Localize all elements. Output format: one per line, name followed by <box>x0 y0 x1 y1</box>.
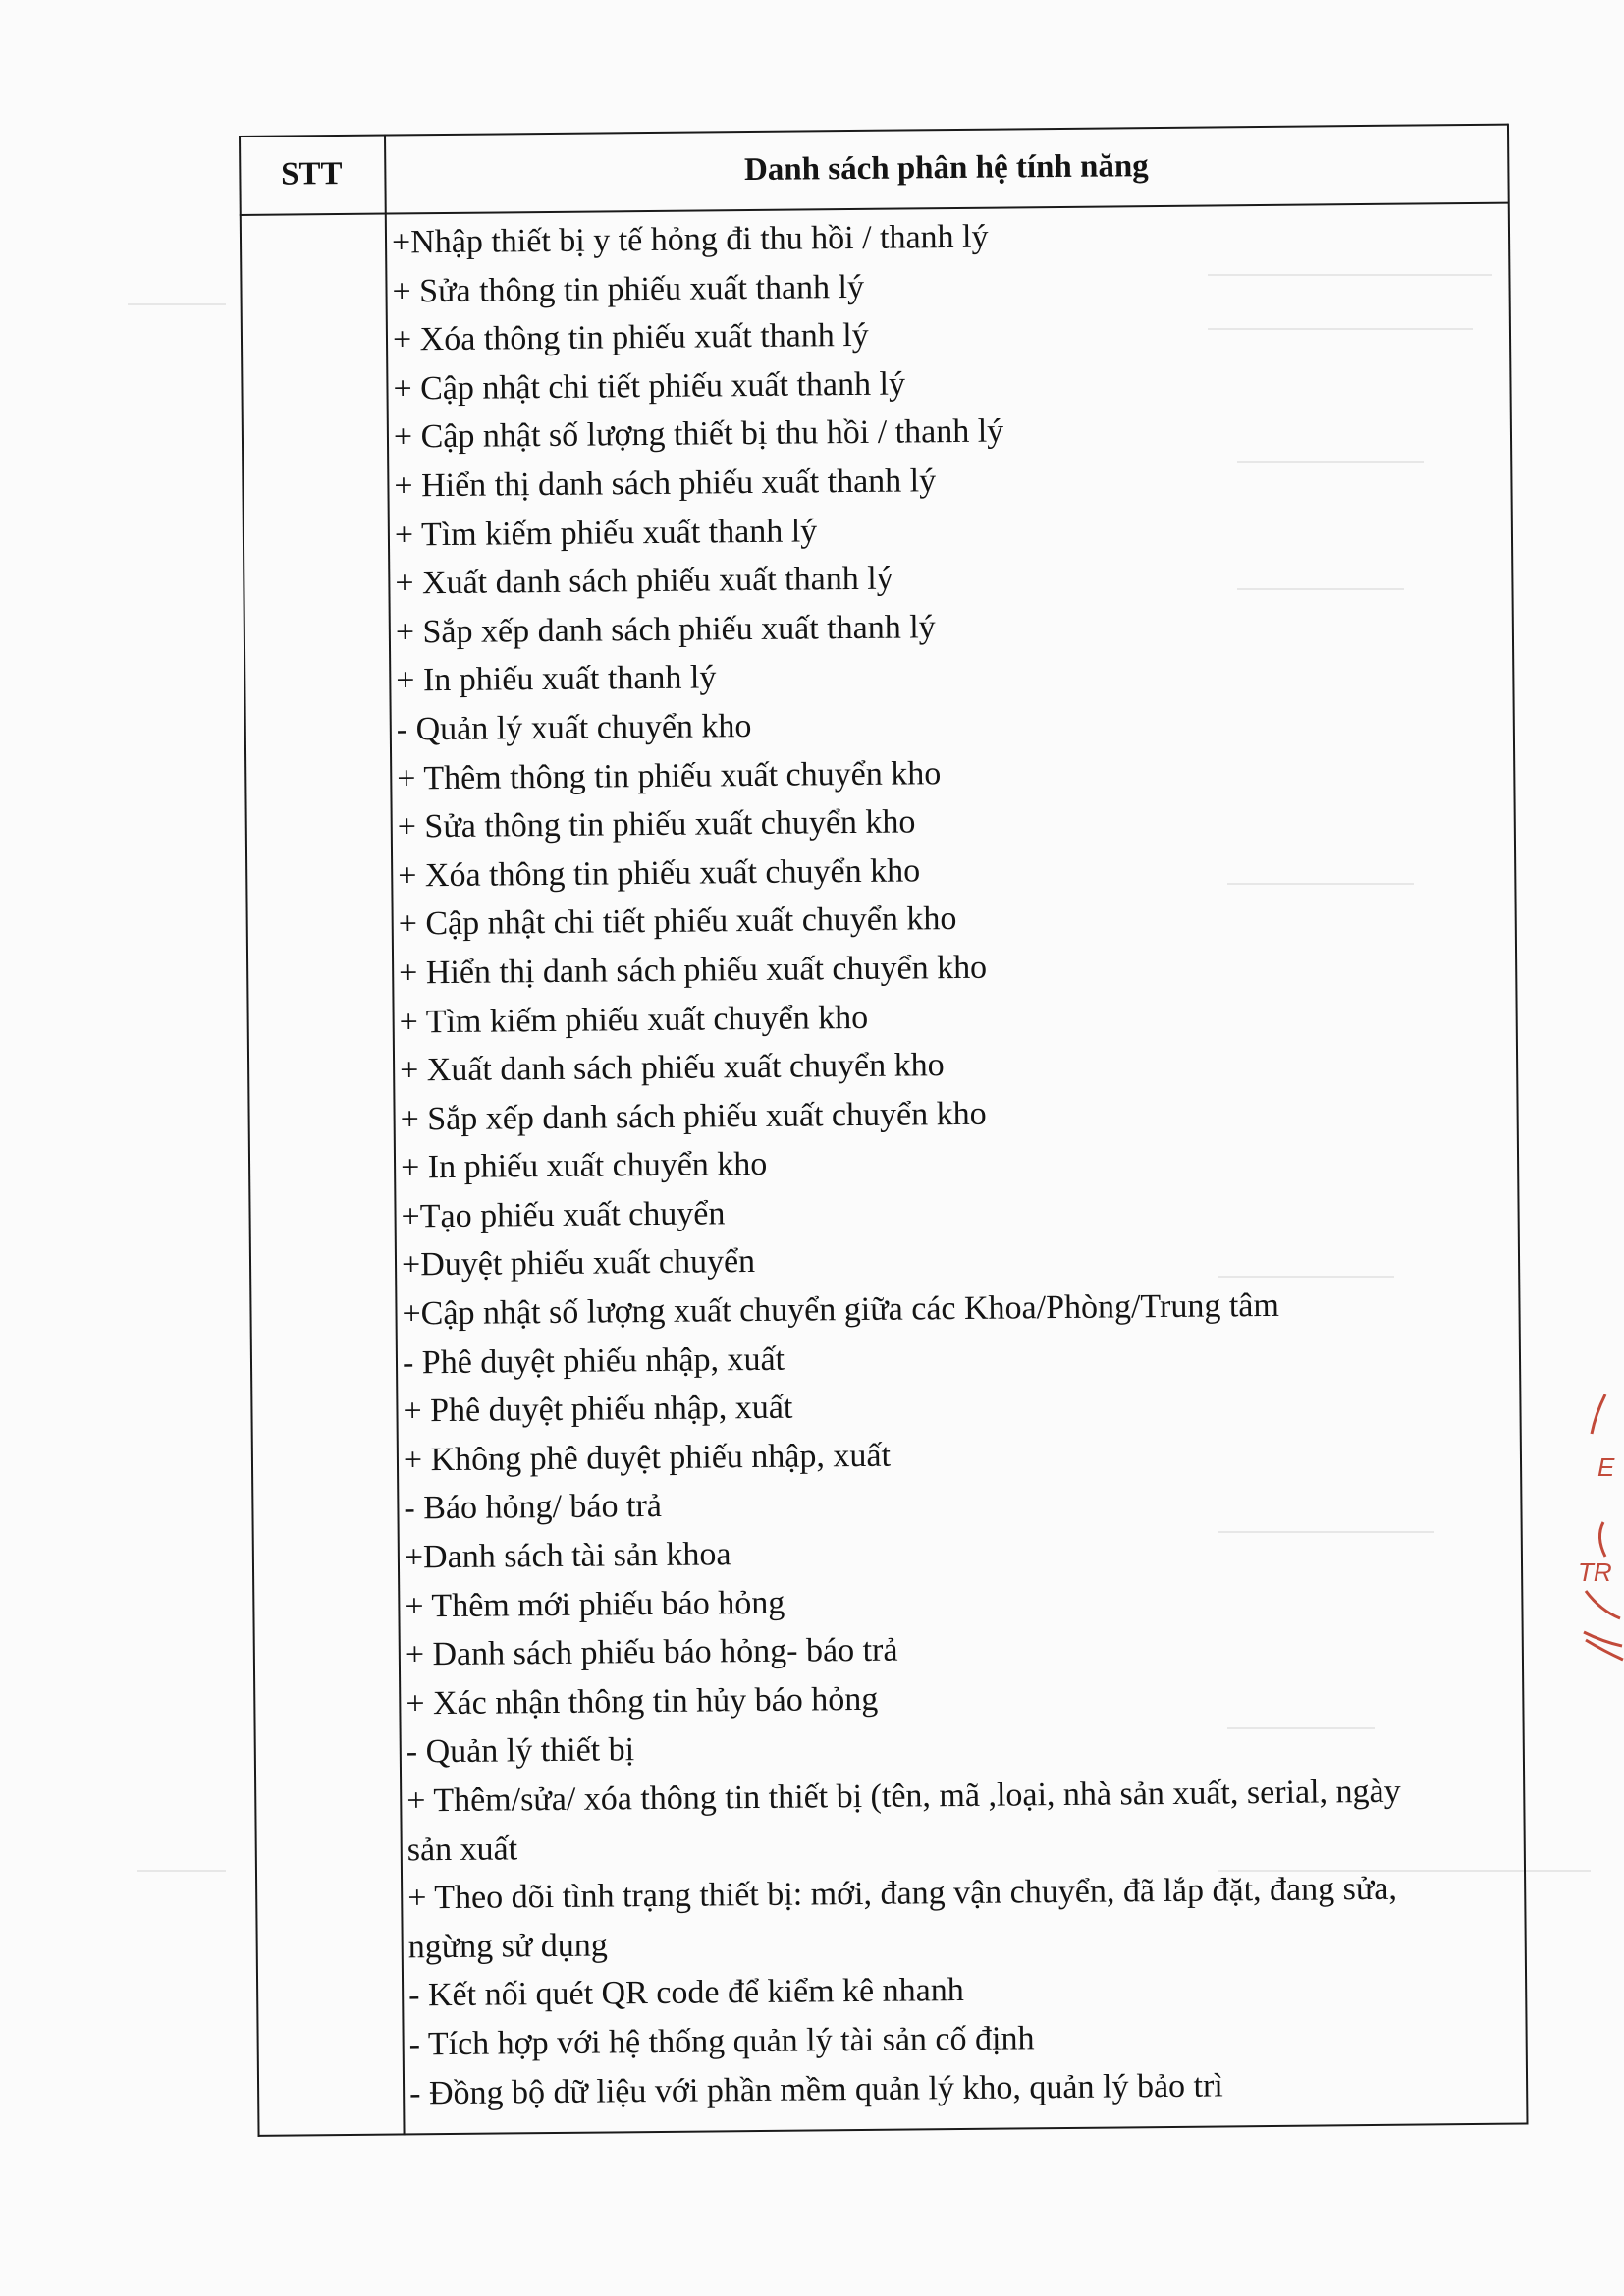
section-heading: - Tích hợp với hệ thống quản lý tài sản cố định <box>408 2020 1035 2063</box>
list-item: + Xóa thông tin phiếu xuất thanh lý <box>392 317 869 358</box>
list-item: + Tìm kiếm phiếu xuất chuyển kho <box>399 999 869 1040</box>
section-heading: - Kết nối quét QR code để kiểm kê nhanh <box>408 1972 964 2014</box>
list-item: + Cập nhật số lượng thiết bị thu hồi / thanh lý <box>393 412 1004 456</box>
list-item: + Theo dõi tình trạng thiết bị: mới, đang vận chuyển, đã lắp đặt, đang sửa, <box>407 1870 1398 1917</box>
list-item-continuation: ngừng sử dụng <box>407 1927 608 1966</box>
section-heading: - Quản lý xuất chuyển kho <box>396 707 752 748</box>
list-item: + Không phê duyệt phiếu nhập, xuất <box>403 1437 892 1479</box>
list-item: + In phiếu xuất thanh lý <box>396 659 717 699</box>
list-item: + Sắp xếp danh sách phiếu xuất thanh lý <box>395 608 936 651</box>
section-heading: - Phê duyệt phiếu nhập, xuất <box>402 1340 785 1382</box>
list-item: + Sửa thông tin phiếu xuất chuyển kho <box>397 803 916 846</box>
list-item: + Hiển thị danh sách phiếu xuất thanh lý <box>394 463 937 505</box>
section-heading: - Đồng bộ dữ liệu với phần mềm quản lý kho, quản lý bảo trì <box>408 2067 1223 2111</box>
list-item: + Phê duyệt phiếu nhập, xuất <box>403 1389 793 1430</box>
list-item: + Xóa thông tin phiếu xuất chuyển kho <box>398 852 921 895</box>
list-item: + Sắp xếp danh sách phiếu xuất chuyển kho <box>400 1095 987 1138</box>
list-item: + In phiếu xuất chuyển kho <box>400 1146 768 1186</box>
list-item: + Thêm/sửa/ xóa thông tin thiết bị (tên, mã ,loại, nhà sản xuất, serial, ngày <box>406 1773 1401 1820</box>
list-item: +Tạo phiếu xuất chuyển <box>401 1195 726 1235</box>
stamp-letter-e: E <box>1597 1452 1615 1482</box>
list-item: + Hiển thị danh sách phiếu xuất chuyển kho <box>399 949 988 992</box>
list-item: +Duyệt phiếu xuất chuyển <box>401 1243 756 1284</box>
features-table <box>239 124 1527 2135</box>
list-item: + Xác nhận thông tin hủy báo hỏng <box>406 1680 879 1722</box>
list-item: + Cập nhật chi tiết phiếu xuất chuyển kho <box>398 901 957 943</box>
list-item: + Thêm thông tin phiếu xuất chuyển kho <box>397 754 942 797</box>
table-left-border <box>239 136 260 2137</box>
list-item: + Cập nhật chi tiết phiếu xuất thanh lý <box>393 365 906 408</box>
list-item: + Thêm mới phiếu báo hỏng <box>405 1584 785 1625</box>
table-bottom-border <box>258 2122 1528 2136</box>
list-item: + Xuất danh sách phiếu xuất thanh lý <box>395 560 893 602</box>
list-item: + Tìm kiếm phiếu xuất thanh lý <box>394 512 818 554</box>
stamp-letters-tr: TR <box>1578 1558 1612 1587</box>
feature-list-cell <box>392 208 1515 2118</box>
list-item: + Sửa thông tin phiếu xuất thanh lý <box>392 268 865 310</box>
section-heading: - Báo hỏng/ báo trả <box>404 1488 663 1527</box>
list-item: +Cập nhật số lượng xuất chuyển giữa các Khoa/Phòng/Trung tâm <box>402 1286 1280 1333</box>
section-heading: - Quản lý thiết bị <box>406 1731 635 1771</box>
list-item: + Danh sách phiếu báo hỏng- báo trả <box>405 1631 898 1673</box>
list-item: +Danh sách tài sản khoa <box>404 1536 731 1576</box>
header-stt: STT <box>281 155 343 192</box>
margin-stamp-fragment <box>1566 1375 1624 1669</box>
list-item: +Nhập thiết bị y tế hỏng đi thu hồi / thanh lý <box>391 218 989 261</box>
list-item: + Xuất danh sách phiếu xuất chuyển kho <box>399 1047 945 1089</box>
list-item-continuation: sản xuất <box>406 1830 518 1869</box>
header-feature-list: Danh sách phân hệ tính năng <box>743 147 1149 188</box>
